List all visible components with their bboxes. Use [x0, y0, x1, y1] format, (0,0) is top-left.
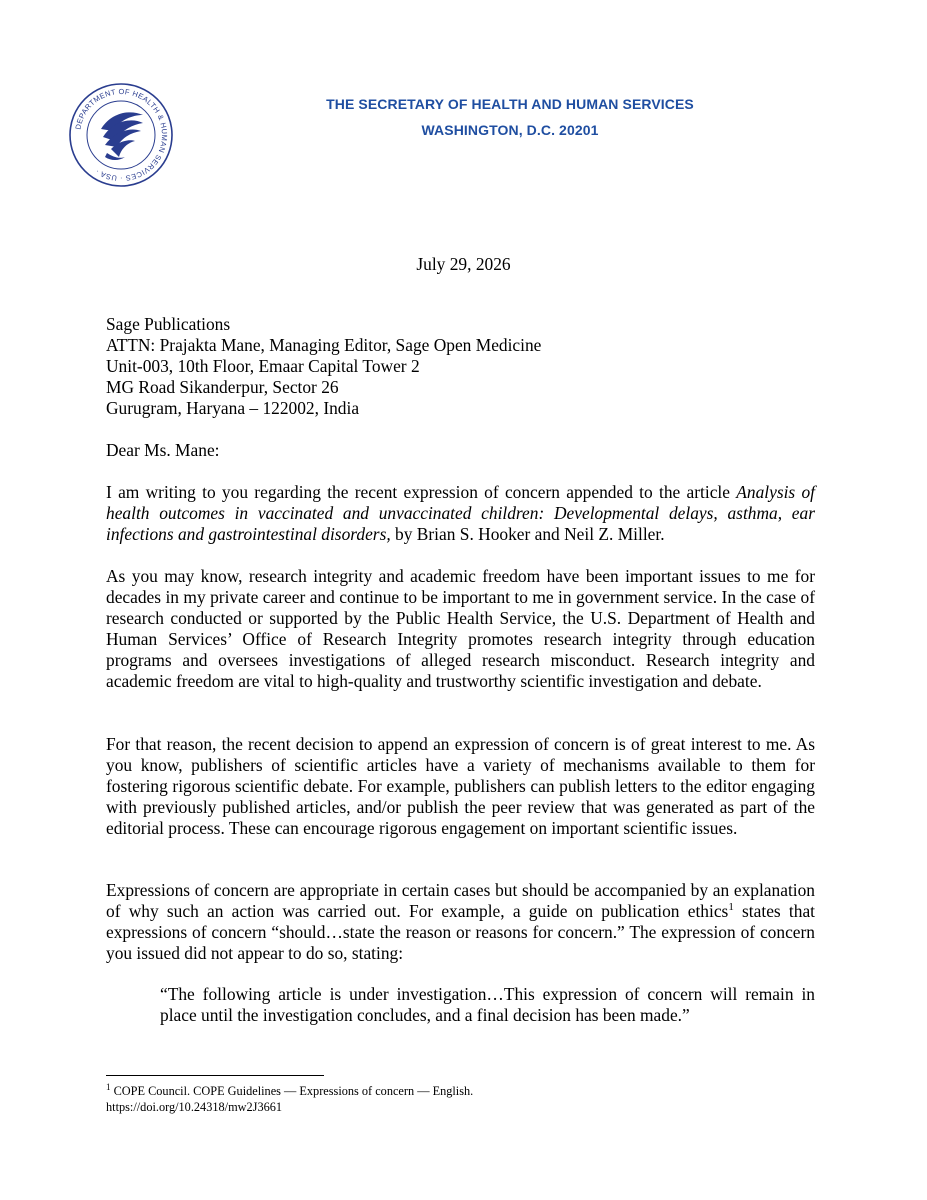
recipient-line: Gurugram, Haryana – 122002, India [106, 398, 360, 418]
paragraph-text: by Brian S. Hooker and Neil Z. Miller. [390, 524, 665, 544]
letterhead-address: WASHINGTON, D.C. 20201 [421, 122, 599, 138]
footnote-reference: 1 [728, 901, 734, 914]
footnote-divider [106, 1075, 324, 1076]
recipient-line: Sage Publications [106, 314, 231, 334]
recipient-line: ATTN: Prajakta Mane, Managing Editor, Sage Open Medicine [106, 335, 542, 355]
paragraph-intro [106, 482, 815, 545]
letterhead-title: THE SECRETARY OF HEALTH AND HUMAN SERVICES [326, 96, 694, 112]
paragraph-mechanisms: For that reason, the recent decision to append an expression of concern is of great interest to me. As you know, publishers of scientific articles have a variety of mechanisms available to them for fostering rigorous scientific debate. For example, publishers can publish letters to the editor engaging with previously published articles, and/or publish the peer review that was generated as part of the editorial process. These can encourage rigorous engagement on important scientific issues. [106, 734, 815, 838]
letter-date: July 29, 2026 [416, 254, 511, 274]
article-title: Analysis of health outcomes in vaccinated and unvaccinated children: Developmental delays, asthma, ear infections and gastrointestinal disorders, [106, 482, 815, 544]
footnote-number: 1 [106, 1081, 111, 1092]
hhs-seal-logo [68, 82, 174, 188]
footnote-doi-link[interactable]: https://doi.org/10.24318/mw2J3661 [106, 1100, 283, 1114]
recipient-line: MG Road Sikanderpur, Sector 26 [106, 377, 339, 397]
block-quote: “The following article is under investigation…This expression of concern will remain in place until the investigation concludes, and a final decision has been made.” [160, 984, 815, 1025]
recipient-line: Unit-003, 10th Floor, Emaar Capital Tower 2 [106, 356, 420, 376]
paragraph-text: Expressions of concern are appropriate in certain cases but should be accompanied by an explanation of why such an action was carried out. For example, a guide on publication ethics [106, 880, 815, 921]
paragraph-expressions-of-concern [106, 880, 815, 964]
paragraph-text: I am writing to you regarding the recent expression of concern appended to the article [106, 482, 737, 502]
svg-text:DEPARTMENT OF HEALTH & HUMAN S: DEPARTMENT OF HEALTH & HUMAN SERVICES · USA · [73, 86, 170, 184]
footnote-text: COPE Council. COPE Guidelines — Expressions of concern — English. [110, 1084, 474, 1098]
paragraph-text: states that expressions of concern “should…state the reason or reasons for concern.” The expression of concern you issued did not appear to do so, stating: [106, 901, 815, 963]
footnote [106, 1083, 806, 1115]
paragraph-research-integrity: As you may know, research integrity and academic freedom have been important issues to me for decades in my private career and continue to be important to me in government service. In the case of research conducted or supported by the Public Health Service, the U.S. Department of Health and Human Services’ Office of Research Integrity promotes research integrity through education programs and oversees investigations of alleged research misconduct. Research integrity and academic freedom are vital to high-quality and trustworthy scientific investigation and debate. [106, 566, 815, 691]
footnote-citation [106, 1083, 806, 1099]
salutation: Dear Ms. Mane: [106, 440, 220, 460]
recipient-address [106, 314, 866, 419]
